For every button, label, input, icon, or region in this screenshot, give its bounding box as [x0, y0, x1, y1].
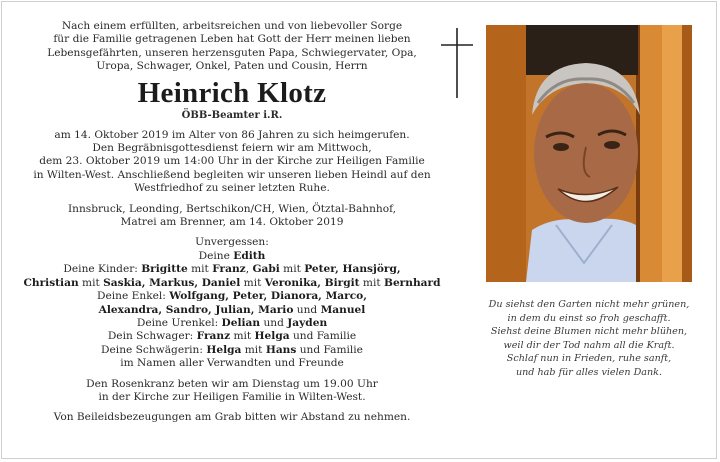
poem-line: Schlaf nun in Frieden, ruhe sanft, — [506, 353, 672, 365]
intro-line: für die Familie getragenen Leben hat Gott der Herr meinen lieben — [53, 33, 411, 46]
poem-line: Du siehst den Garten nicht mehr grünen, — [488, 299, 690, 310]
intro-line: Lebensgefährten, unseren herzensguten Papa, Schwiegervater, Opa, — [47, 46, 417, 59]
poem-line: Siehst deine Blumen nicht mehr blühen, — [490, 326, 688, 338]
funeral-line: Westfriedhof zu seiner letzten Ruhe. — [134, 182, 330, 195]
unvergessen-label: Unvergessen: — [195, 236, 269, 249]
rosary-info — [22, 378, 442, 405]
deceased-name: Heinrich Klotz — [137, 76, 327, 109]
relatives-line: im Namen aller Verwandten und Freunde — [120, 357, 344, 370]
mourners-list — [22, 236, 442, 370]
funeral-info — [22, 129, 442, 196]
children-line: Deine Kinder: Brigitte mit Franz, Gabi mit Peter, Hansjörg, — [63, 263, 401, 276]
grandchildren-line: Alexandra, Sandro, Julian, Mario und Manuel — [98, 303, 366, 316]
places-line: Innsbruck, Leonding, Bertschikon/CH, Wien, Ötztal-Bahnhof, — [67, 202, 397, 215]
rosary-line: in der Kirche zur Heiligen Familie in Wilten-West. — [98, 390, 366, 403]
places-line: Matrei am Brenner, am 14. Oktober 2019 — [120, 216, 344, 229]
closing-note: Von Beileidsbezeugungen am Grab bitten wir Abstand zu nehmen. — [53, 411, 411, 424]
portrait-photo — [486, 25, 692, 282]
latin-cross-icon — [440, 28, 474, 98]
funeral-line: dem 23. Oktober 2019 um 14:00 Uhr in der Kirche zur Heiligen Familie — [39, 155, 425, 168]
brother-in-law-line: Dein Schwager: Franz mit Helga und Familie — [107, 330, 357, 343]
grandchildren-line: Deine Enkel: Wolfgang, Peter, Dianora, Marco, — [97, 290, 367, 303]
obituary-text — [22, 20, 442, 425]
places-date — [22, 203, 442, 230]
poem-line: weil dir der Tod nahm all die Kraft. — [503, 339, 675, 351]
deceased-title: ÖBB-Beamter i.R. — [181, 109, 283, 121]
funeral-line: in Wilten-West. Anschließend begleiten wir unseren lieben Heindl auf den — [33, 168, 431, 181]
memorial-poem — [478, 298, 700, 380]
great-grandchildren-line: Deine Urenkel: Delian und Jayden — [136, 316, 328, 329]
wife-line: Deine Edith — [198, 249, 266, 262]
intro-line: Nach einem erfüllten, arbeitsreichen und von liebevoller Sorge — [61, 20, 403, 32]
intro-paragraph — [22, 20, 442, 74]
children-line: Christian mit Saskia, Markus, Daniel mit Veronika, Birgit mit Bernhard — [23, 276, 441, 289]
poem-line: und hab für alles vielen Dank. — [515, 366, 663, 378]
funeral-line: Den Begräbnisgottesdienst feiern wir am Mittwoch, — [92, 142, 372, 155]
rosary-line: Den Rosenkranz beten wir am Dienstag um 19.00 Uhr — [86, 377, 378, 390]
funeral-line: am 14. Oktober 2019 im Alter von 86 Jahren zu sich heimgerufen. — [54, 128, 410, 141]
poem-line: in dem du einst so froh geschafft. — [507, 312, 671, 324]
intro-line: Uropa, Schwager, Onkel, Paten und Cousin, Herrn — [96, 60, 368, 73]
sister-in-law-line: Deine Schwägerin: Helga mit Hans und Familie — [101, 343, 363, 356]
